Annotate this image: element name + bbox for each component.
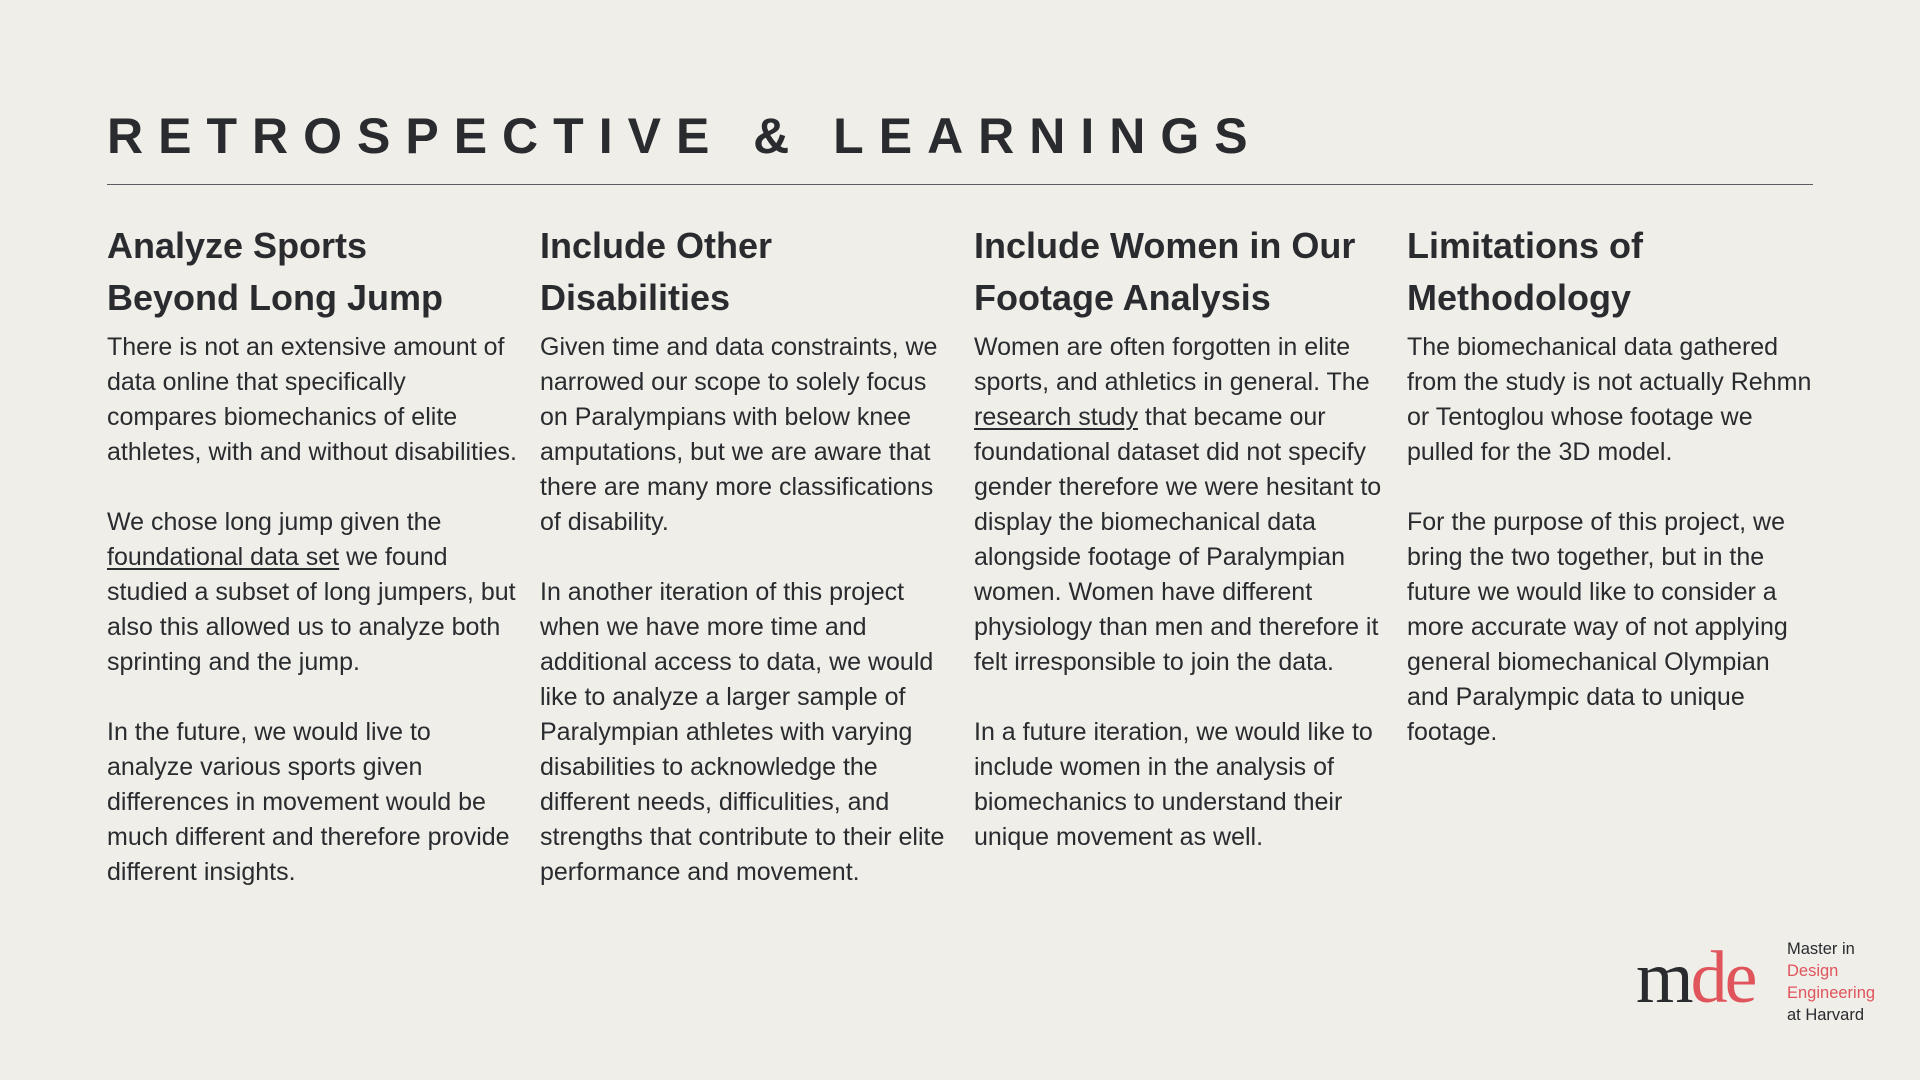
column-paragraph: In the future, we would live to analyze various sports given differences in movement would be much different and therefore provide different insights.	[107, 718, 510, 886]
column-heading	[1407, 220, 1817, 324]
logo-text-line: Master in	[1787, 940, 1855, 958]
logo-wordmark	[1787, 938, 1875, 1026]
column-paragraph: In a future iteration, we would like to include women in the analysis of biomechanics to understand their unique movement as well.	[974, 718, 1373, 851]
logo-text-line: Engineering	[1787, 984, 1876, 1002]
title-divider	[107, 184, 1813, 185]
logo-mark-de: de	[1690, 937, 1755, 1019]
column-analyze-sports	[107, 220, 517, 925]
mde-logo-mark	[1636, 936, 1754, 1020]
column-heading	[974, 220, 1384, 324]
column-heading-line: Disabilities	[540, 277, 731, 318]
column-heading-line: Footage Analysis	[974, 277, 1271, 318]
column-paragraph: In another iteration of this project when we have more time and additional access to data, we would like to analyze a larger sample of Paralympian athletes with varying disabilities to acknowledge the different needs, difficulities, and strengths that contribute to their elite performance and movement.	[540, 578, 945, 886]
paragraph-text: we found studied a subset of long jumpers, but also this allowed us to analyze both sprinting and the jump.	[107, 543, 516, 676]
column-heading	[107, 220, 517, 324]
paragraph-text: Women are often forgotten in elite sports, and athletics in general. The	[974, 333, 1370, 396]
paragraph-text: that became our foundational dataset did not specify gender therefore we were hesitant to display the biomechanical data alongside footage of Paralympian women. Women have different physiology than men and therefore it felt irresponsible to join the data.	[974, 403, 1382, 676]
logo-mark-m: m	[1636, 937, 1691, 1019]
column-paragraph: There is not an extensive amount of data online that specifically compares biomechanics of elite athletes, with and without disabilities.	[107, 333, 517, 466]
foundational-data-set-link[interactable]: foundational data set	[107, 543, 340, 571]
learnings-columns	[107, 220, 1813, 940]
column-other-disabilities	[540, 220, 950, 925]
column-paragraph	[107, 505, 517, 680]
column-heading-line: Analyze Sports	[107, 225, 368, 266]
column-include-women	[974, 220, 1384, 890]
column-heading-line: Include Other	[540, 225, 773, 266]
column-heading-line: Methodology	[1407, 277, 1631, 318]
logo-text-line: at Harvard	[1787, 1006, 1865, 1024]
column-limitations	[1407, 220, 1817, 785]
paragraph-text: We chose long jump given the	[107, 508, 442, 536]
column-paragraph: The biomechanical data gathered from the study is not actually Rehmn or Tentoglou whose footage we pulled for the 3D model.	[1407, 333, 1812, 466]
column-heading	[540, 220, 950, 324]
column-heading-line: Beyond Long Jump	[107, 277, 443, 318]
column-paragraph: For the purpose of this project, we bring the two together, but in the future we would like to consider a more accurate way of not applying general biomechanical Olympian and Paralympic data to unique footage.	[1407, 508, 1788, 746]
column-heading-line: Include Women in Our	[974, 225, 1356, 266]
research-study-link[interactable]: research study	[974, 403, 1138, 431]
slide-title: RETROSPECTIVE & LEARNINGS	[107, 108, 1263, 164]
mde-logo	[1636, 936, 1896, 1026]
column-heading-line: Limitations of	[1407, 225, 1643, 266]
column-paragraph: Given time and data constraints, we narrowed our scope to solely focus on Paralympians with below knee amputations, but we are aware that there are many more classifications of disability.	[540, 333, 938, 536]
logo-text-line: Design	[1787, 962, 1839, 980]
column-paragraph	[974, 330, 1384, 680]
